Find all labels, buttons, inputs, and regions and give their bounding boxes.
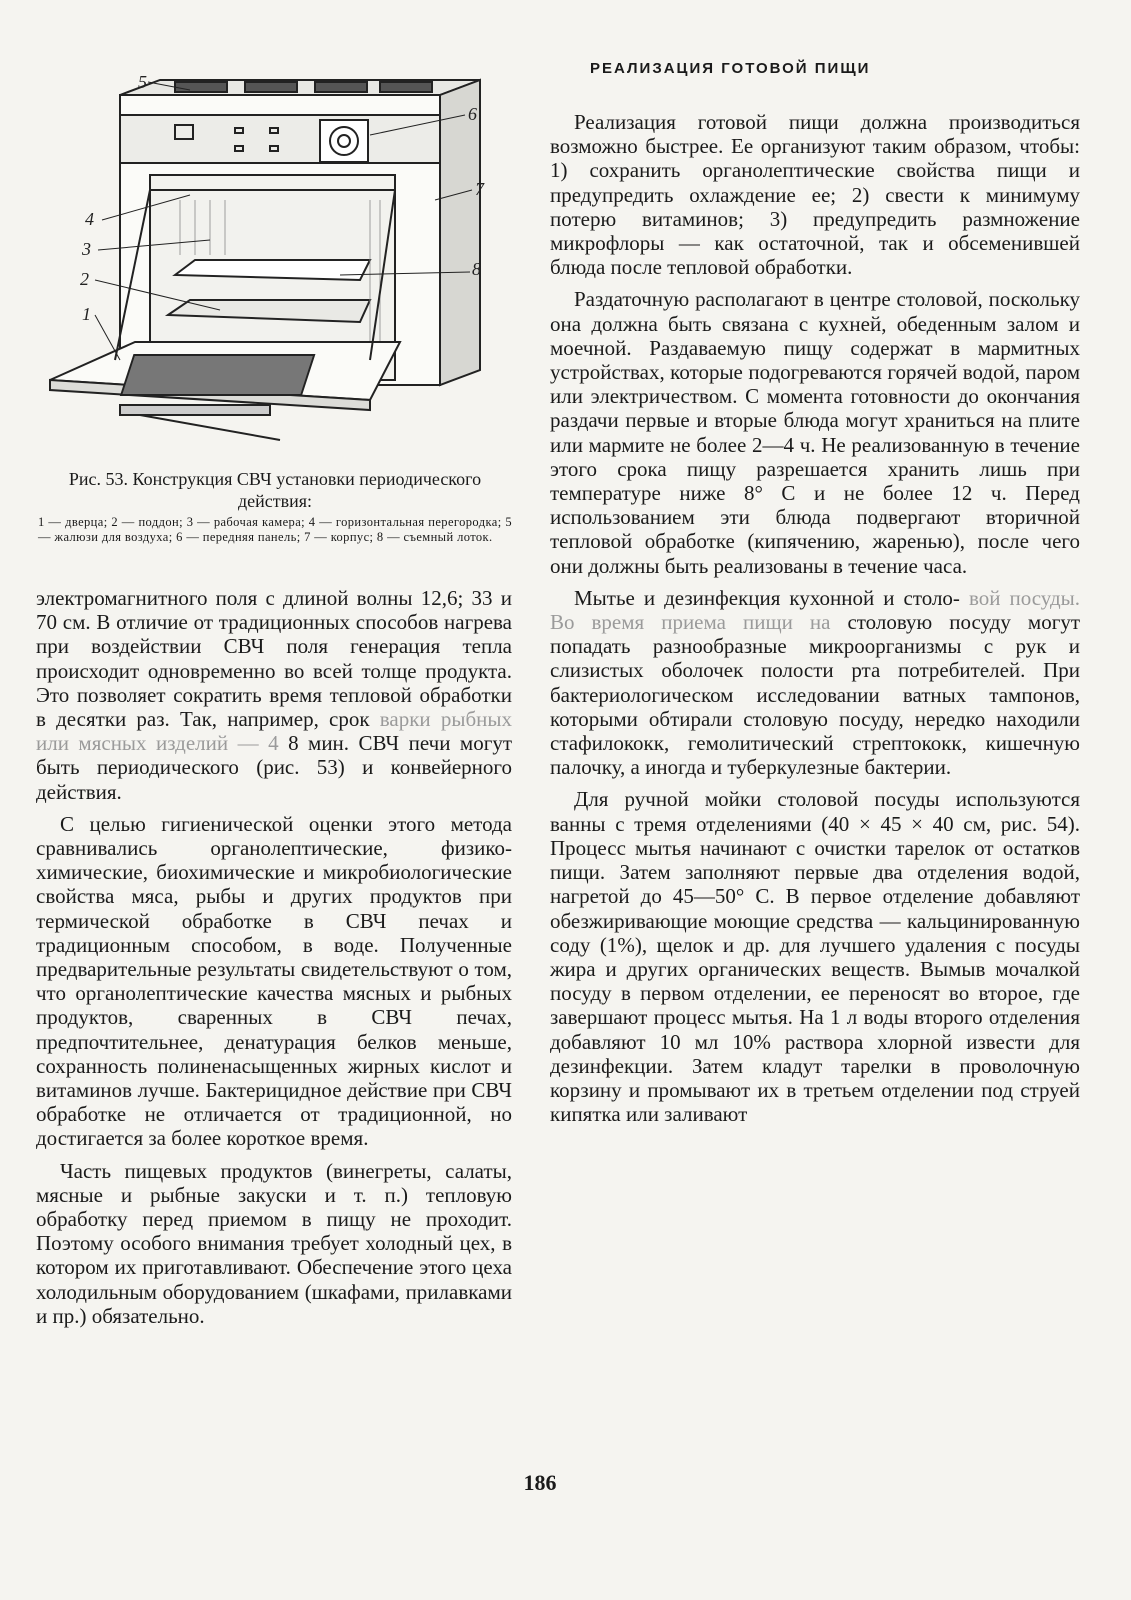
- page-number: 186: [523, 1470, 557, 1495]
- left-paragraph-2: С целью гигиенической оценки этого метода сравнивались органолептические, физико-химические, биохимические и микробиологические свойства мяса, рыбы и других продуктов при термической обработке в СВЧ печах и традиционным способом, в воде. Полученные предварительные результаты свидетельствуют о том, что органолептические качества мясных и рыбных продуктов, сваренных в СВЧ печах, предпочтительнее, денатурация белков меньше, сохранность полиненасыщенных жирных кислот и витаминов лучше. Бактерицидное действие при СВЧ обработке не отличается от традиционной, но достигается за более короткое время.: [36, 811, 512, 1151]
- callout-2: 2: [80, 269, 89, 289]
- left-p1-end-text: 8 мин. СВЧ печи могут быть периодического (рис. 53) и конвейерного действия.: [36, 731, 512, 804]
- microwave-oven-figure: [40, 60, 520, 460]
- callout-8: 8: [472, 259, 481, 279]
- right-paragraph-3: [550, 586, 1080, 780]
- right-p3-text: столовую посуду могут попадать разнообразные микроорганизмы с рук и слизистых оболочек полости рта потребителей. При бактериологическом исследовании ватных тампонов, которыми обтирали столовую посуду, нередко находили стафилококк, гемолитический стрептококк, кишечную палочку, а иногда и туберкулезные бактерии.: [550, 610, 1081, 780]
- right-column: [550, 110, 1080, 1134]
- callout-3: 3: [82, 239, 91, 259]
- running-title: РЕАЛИЗАЦИЯ ГОТОВОЙ ПИЩИ: [590, 60, 871, 77]
- right-p3-faded-text: вой посуды. Во время приема пищи на: [550, 585, 1081, 635]
- right-paragraph-4: Для ручной мойки столовой посуды используются ванны с тремя отделениями (40 × 45 × 40 см, рис. 54). Процесс мытья начинают с очистки тарелок от остатков пищи. Затем заполняют первые два отделения водой, нагретой до 45—50° С. В первое отделение добавляют обезжиривающие моющие средства — кальцинированную соду (1%), щелок и др. для лучшего удаления с посуды жира и других органических веществ. Вымыв мочалкой посуду в первом отделении, ее переносят во второе, где завершают процесс мытья. На 1 л воды второго отделения добавляют 10 мл 10% раствора хлорной извести для дезинфекции. Затем кладут тарелки в проволочную корзину и промывают их в третьем отделении под струей кипятка или заливают: [550, 787, 1080, 1127]
- callout-5: 5: [138, 72, 147, 92]
- right-paragraph-2: Раздаточную располагают в центре столовой, поскольку она должна быть связана с кухней, обеденным залом и моечной. Раздаваемую пищу содержат в мармитных устройствах, которые подогреваются горячей водой, паром или электричеством. С момента готовности до окончания раздачи первые и вторые блюда могут храниться на плите или мармите не более 2—4 ч. Не реализованную в течение этого срока пищу разрешается хранить лишь при температуре ниже 8° С и не более 12 ч. Перед использованием эти блюда подвергают вторичной тепловой обработке (кипячению, жаренью), после чего они должны быть реализованы в течение часа.: [550, 287, 1080, 578]
- left-paragraph-1: [36, 586, 512, 804]
- right-p3-start-text: Мытье и дезинфекция кухонной и столо-: [574, 585, 960, 610]
- callout-4: 4: [85, 209, 94, 229]
- oven-drawing: [40, 60, 520, 460]
- callout-1: 1: [82, 304, 91, 324]
- figure-caption-legend: 1 — дверца; 2 — поддон; 3 — рабочая камера; 4 — горизонтальная перегородка; 5 — жалюзи для воздуха; 6 — передняя панель; 7 — корпус; 8 — съемный лоток.: [38, 515, 512, 544]
- right-paragraph-1: Реализация готовой пищи должна производиться возможно быстрее. Ее организуют таким образом, чтобы: 1) сохранить органолептические свойства пищи и предупредить охлаждение ее; 2) свести к минимуму потерю витаминов; 3) предупредить размножение микрофлоры — как остаточной, так и обсеменившей блюда после тепловой обработки.: [550, 110, 1080, 280]
- left-column: [36, 586, 512, 1336]
- left-p1-faded-text: варки рыбных или мясных изделий — 4: [36, 707, 512, 756]
- callout-6: 6: [468, 104, 477, 124]
- left-paragraph-3: Часть пищевых продуктов (винегреты, салаты, мясные и рыбные закуски и т. п.) тепловую обработку перед приемом в пищу не проходит. Поэтому особого внимания требует холодный цех, в котором их приготавливают. Обеспечение этого цеха холодильным оборудованием (шкафами, прилавками и пр.) обязательно.: [36, 1158, 512, 1328]
- callout-7: 7: [475, 179, 484, 199]
- figure-caption-title: Рис. 53. Конструкция СВЧ установки периодического действия:: [68, 469, 482, 511]
- left-p1-text: электромагнитного поля с длиной волны 12,6; 33 и 70 см. В отличие от традиционных способов нагрева при воздействии СВЧ поля генерация тепла происходит одновременно во всей толще продукта. Это позволяет сократить время тепловой обработки в десятки раз. Так, например, срок: [36, 586, 512, 732]
